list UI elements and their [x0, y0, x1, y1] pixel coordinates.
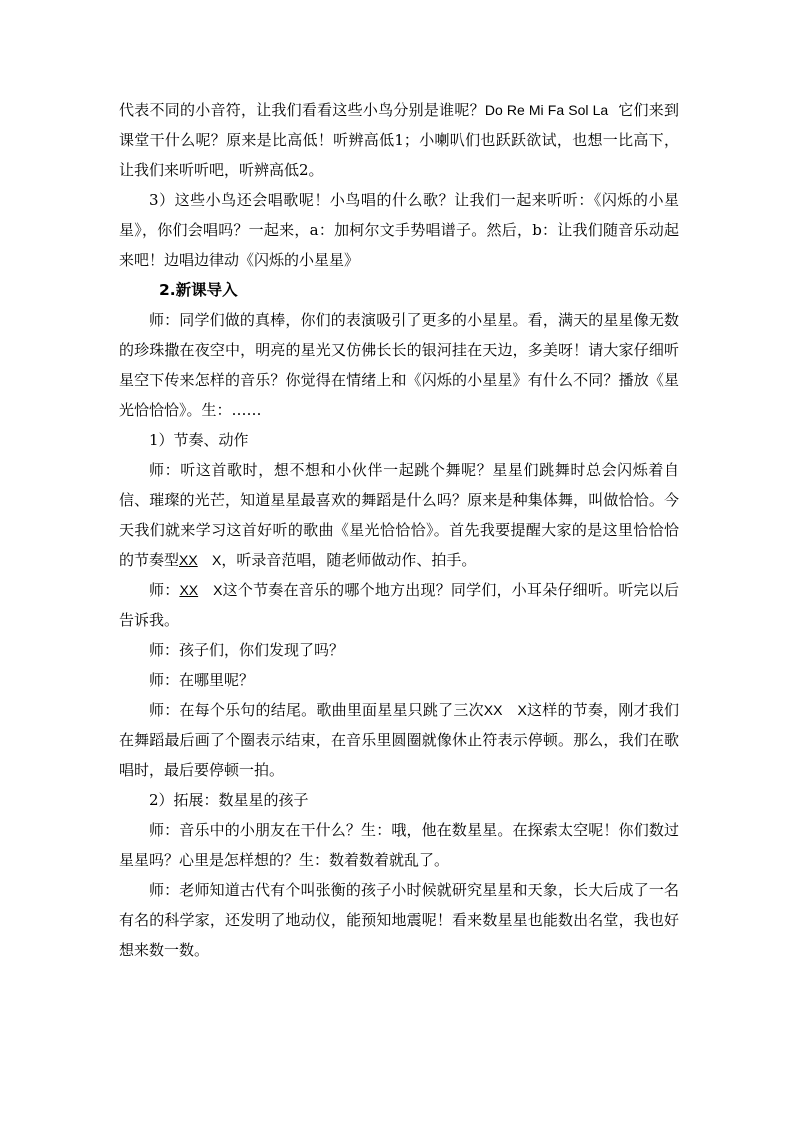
paragraph-5-text-b: ，听录音范唱，随老师做动作、拍手。 — [221, 551, 477, 569]
solfege-notes: Do Re Mi Fa Sol La — [484, 102, 609, 118]
paragraph-6-speaker: 师： — [149, 581, 180, 599]
paragraph-1-text-a: 代表不同的小音符，让我们看看这些小鸟分别是谁呢？ — [119, 101, 485, 119]
paragraph-12: 师：老师知道古代有个叫张衡的孩子小时候就研究星星和天象，长大后成了一名有名的科学家，还发明了地动仪，能预知地震呢！看来数星星也能数出名堂，我也好想来数一数。 — [119, 881, 679, 959]
paragraph-11: 师：音乐中的小朋友在干什么？生：哦，他在数星星。在探索太空呢！你们数过星星吗？心里是怎样想的？生：数着数着就乱了。 — [119, 821, 679, 869]
paragraph-6-text-b: 这个节奏在音乐的哪个地方出现？同学们，小耳朵仔细听。听完以后告诉我。 — [119, 581, 679, 629]
document-page — [119, 95, 679, 965]
paragraph-6 — [119, 575, 679, 635]
paragraph-3: 师：同学们做的真棒，你们的表演吸引了更多的小星星。看，满天的星星像无数的珍珠撒在夜空中，明亮的星光又仿佛长长的银河挂在天边，多美呀！请大家仔细听星空下传来怎样的音乐？你觉得在情绪上和《闪烁的小星星》有什么不同？播放《星光恰恰恰》。生：…… — [119, 311, 679, 419]
section-heading: 2.新课导入 — [159, 281, 238, 299]
paragraph-9 — [119, 695, 679, 785]
paragraph-1-text-b: 它们来到课堂干什么呢？原来是比高低！听辨高低1；小喇叭们也跃跃欲试，也想一比高下，让我们来听听吧，听辨高低2。 — [119, 101, 679, 179]
rhythm-x: X — [213, 582, 223, 598]
rhythm-xx: XX — [483, 702, 503, 718]
paragraph-1 — [119, 95, 679, 185]
paragraph-5-text-a: 师：听这首歌时，想不想和小伙伴一起跳个舞呢？星星们跳舞时总会闪烁着自信、璀璨的光芒，知道星星最喜欢的舞蹈是什么吗？原来是种集体舞，叫做恰恰。今天我们就来学习这首好听的歌曲《星光恰恰恰》。首先我要提醒大家的是这里恰恰恰的节奏型 — [119, 461, 679, 569]
paragraph-10: 2）拓展：数星星的孩子 — [149, 791, 309, 809]
paragraph-8: 师：在哪里呢？ — [149, 671, 255, 689]
paragraph-5 — [119, 455, 679, 575]
rhythm-x: X — [212, 552, 222, 568]
paragraph-4: 1）节奏、动作 — [149, 431, 249, 449]
rhythm-xx: XX — [179, 552, 198, 568]
rhythm-xx: XX — [179, 582, 199, 598]
paragraph-9-text-a: 师：在每个乐句的结尾。歌曲里面星星只跳了三次 — [149, 701, 484, 719]
paragraph-9-text-b: 这样的节奏，刚才我们在舞蹈最后画了个圈表示结束，在音乐里圆圈就像休止符表示停顿。那么，我们在歌唱时，最后要停顿一拍。 — [119, 701, 679, 779]
paragraph-2: 3）这些小鸟还会唱歌呢！小鸟唱的什么歌？让我们一起来听听：《闪烁的小星星》，你们会唱吗？一起来，a：加柯尔文手势唱谱子。然后，b：让我们随音乐动起来吧！边唱边律动《闪烁的小星星》 — [119, 191, 679, 269]
rhythm-x: X — [517, 702, 527, 718]
paragraph-7: 师：孩子们，你们发现了吗？ — [149, 641, 345, 659]
